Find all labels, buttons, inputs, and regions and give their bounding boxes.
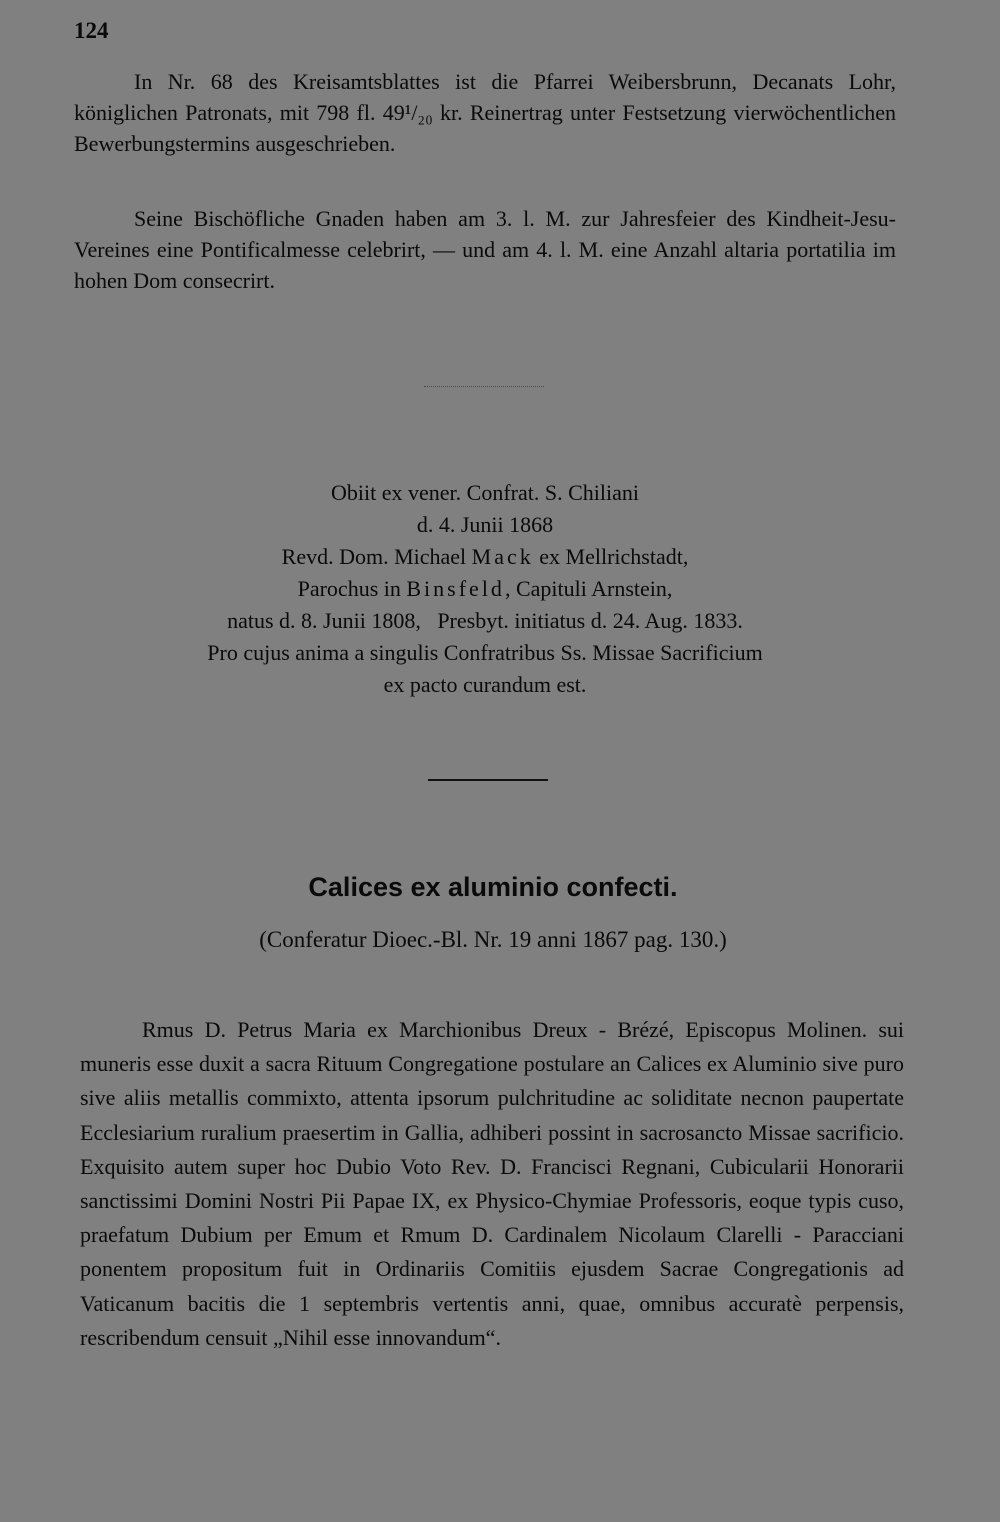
obituary-line: natus d. 8. Junii 1808, Presbyt. initiatus d. 24. Aug. 1833. <box>227 608 743 633</box>
article-subtitle: (Conferatur Dioec.-Bl. Nr. 19 anni 1867 pag. 130.) <box>259 927 727 952</box>
page-number: 124 <box>74 18 109 43</box>
notice-pontifical-mass <box>74 203 896 296</box>
article-title: Calices ex aluminio confecti. <box>308 872 678 902</box>
obituary-line: Obiit ex vener. Confrat. S. Chiliani <box>331 480 639 505</box>
obituary-block <box>100 477 870 701</box>
notice-pontifical-mass-text: Seine Bischöfliche Gnaden haben am 3. l. M. zur Jahresfeier des Kindheit-Jesu-Vereines eine Pontificalmesse celebrirt, — und am 4. l. M. eine Anzahl altaria portatilia im hohen Dom consecrirt. <box>74 206 896 293</box>
article-body <box>80 1013 904 1355</box>
notice-parish-vacancy-text: In Nr. 68 des Kreisamtsblattes ist die Pfarrei Weibersbrunn, Decanats Lohr, königlichen Patronats, mit 798 fl. 49¹/₂₀ kr. Reinertrag unter Festsetzung vierwöchentlichen Bewerbungstermins ausgeschrieben. <box>74 69 896 156</box>
obituary-line: Parochus in Binsfeld, Capituli Arnstein, <box>297 576 673 601</box>
obituary-line: d. 4. Junii 1868 <box>416 512 554 537</box>
deceased-name: Mack <box>471 544 534 569</box>
parish-name: Binsfeld <box>406 576 505 601</box>
obituary-line: Pro cujus anima a singulis Confratribus Ss. Missae Sacrificium <box>207 640 763 665</box>
notice-parish-vacancy <box>74 66 896 159</box>
article-body-text: Rmus D. Petrus Maria ex Marchionibus Dreux - Brézé, Episcopus Molinen. sui muneris esse duxit a sacra Rituum Congregatione postulare an Calices ex Aluminio sive puro sive aliis metallis commixto, attenta ipsorum pulchritudine ac soliditate necnon paupertate Ecclesiarium ruralium praesertim in Gallia, adhiberi possint in sacrosancto Missae sacrificio. Exquisito autem super hoc Dubio Voto Rev. D. Francisci Regnani, Cubicularii Honorarii sanctissimi Domini Nostri Pii Papae IX, ex Physico-Chymiae Professoris, eoque typis cuso, praefatum Dubium per Emum et Rmum D. Cardinalem Nicolaum Clarelli - Paracciani ponentem propositum fuit in Ordinariis Comitiis ejusdem Sacrae Congregationis ad Vaticanum bacitis die 1 septembris vertentis anni, quae, omnibus accuratè perpensis, rescribendum censuit „Nihil esse innovandum“. <box>80 1017 904 1350</box>
section-rule <box>428 779 548 781</box>
dotted-separator <box>424 386 544 389</box>
obituary-line: Revd. Dom. Michael Mack ex Mellrichstadt, <box>281 544 689 569</box>
obituary-line: ex pacto curandum est. <box>383 672 587 697</box>
